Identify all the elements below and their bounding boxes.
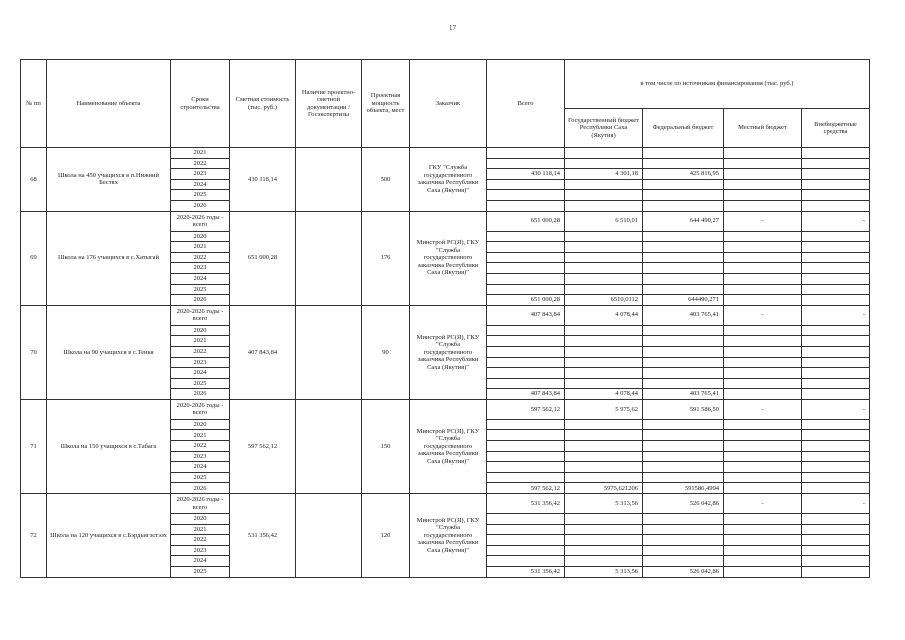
local-budget-cell	[724, 346, 802, 357]
year-cell: 2022	[171, 346, 230, 357]
year-cell: 2024	[171, 368, 230, 379]
local-budget-cell	[724, 325, 802, 336]
extra-budget-cell	[802, 200, 870, 211]
federal-budget-cell	[643, 252, 724, 263]
extra-budget-cell	[802, 190, 870, 201]
total-cell	[487, 158, 565, 169]
local-budget-cell: -	[724, 399, 802, 419]
total-cell	[487, 556, 565, 567]
state-budget-cell: 5975,621206	[565, 483, 643, 494]
total-cell	[487, 514, 565, 525]
year-cell: 2022	[171, 252, 230, 263]
state-budget-cell: 6510,0112	[565, 295, 643, 306]
extra-budget-cell	[802, 295, 870, 306]
object-docs	[296, 211, 362, 305]
local-budget-cell	[724, 158, 802, 169]
object-number: 72	[21, 494, 47, 578]
year-cell: 2025	[171, 472, 230, 483]
local-budget-cell	[724, 389, 802, 400]
local-budget-cell	[724, 284, 802, 295]
state-budget-cell	[565, 231, 643, 242]
total-cell: 651 000,28	[487, 295, 565, 306]
header-sources: в том числе по источникам финансирования (тыс. руб.)	[565, 60, 870, 109]
state-budget-cell	[565, 514, 643, 525]
object-cost: 430 118,14	[230, 148, 296, 212]
total-cell	[487, 419, 565, 430]
object-capacity: 120	[362, 494, 410, 578]
total-cell: 531 356,42	[487, 567, 565, 578]
state-budget-cell	[565, 556, 643, 567]
extra-budget-cell	[802, 567, 870, 578]
total-cell	[487, 368, 565, 379]
extra-budget-cell	[802, 346, 870, 357]
extra-budget-cell	[802, 483, 870, 494]
local-budget-cell	[724, 451, 802, 462]
extra-budget-cell	[802, 263, 870, 274]
local-budget-cell	[724, 368, 802, 379]
local-budget-cell	[724, 179, 802, 190]
object-customer: Минстрой РС(Я), ГКУ "Служба государственного заказчика Республики Саха (Якутия)"	[410, 494, 487, 578]
extra-budget-cell	[802, 462, 870, 473]
extra-budget-cell	[802, 524, 870, 535]
object-cost: 531 356,42	[230, 494, 296, 578]
federal-budget-cell	[643, 430, 724, 441]
header-local: Местный бюджет	[724, 109, 802, 148]
extra-budget-cell	[802, 545, 870, 556]
total-cell	[487, 357, 565, 368]
federal-budget-cell: 526 042,86	[643, 567, 724, 578]
year-cell: 2021	[171, 242, 230, 253]
federal-budget-cell	[643, 524, 724, 535]
year-cell: 2020	[171, 325, 230, 336]
extra-budget-cell	[802, 430, 870, 441]
extra-budget-cell	[802, 148, 870, 159]
total-cell	[487, 524, 565, 535]
page-number: 17	[449, 24, 456, 32]
extra-budget-cell	[802, 357, 870, 368]
total-cell	[487, 190, 565, 201]
object-capacity: 176	[362, 211, 410, 305]
extra-budget-cell	[802, 472, 870, 483]
federal-budget-cell	[643, 284, 724, 295]
table-row	[21, 399, 870, 419]
total-cell	[487, 441, 565, 452]
local-budget-cell	[724, 472, 802, 483]
local-budget-cell: -	[724, 494, 802, 514]
extra-budget-cell	[802, 169, 870, 180]
extra-budget-cell: -	[802, 494, 870, 514]
year-cell: 2024	[171, 556, 230, 567]
federal-budget-cell	[643, 514, 724, 525]
object-number: 71	[21, 399, 47, 493]
header-capacity: Проектная мощность объекта, мест	[362, 60, 410, 148]
local-budget-cell	[724, 169, 802, 180]
federal-budget-cell	[643, 200, 724, 211]
local-budget-cell	[724, 483, 802, 494]
object-name: Школа на 120 учащихся в с.Бэрдьигэстээх	[47, 494, 171, 578]
year-cell: 2021	[171, 336, 230, 347]
federal-budget-cell	[643, 190, 724, 201]
state-budget-cell: 6 510,01	[565, 211, 643, 231]
federal-budget-cell	[643, 378, 724, 389]
year-cell: 2025	[171, 378, 230, 389]
federal-budget-cell	[643, 158, 724, 169]
year-cell: 2020-2026 годы - всего	[171, 494, 230, 514]
state-budget-cell	[565, 325, 643, 336]
state-budget-cell	[565, 252, 643, 263]
local-budget-cell: -	[724, 305, 802, 325]
header-name: Наименование объекта	[47, 60, 171, 148]
year-cell: 2020	[171, 231, 230, 242]
federal-budget-cell	[643, 336, 724, 347]
object-number: 70	[21, 305, 47, 399]
year-cell: 2020	[171, 419, 230, 430]
state-budget-cell: 4 301,18	[565, 169, 643, 180]
state-budget-cell	[565, 273, 643, 284]
state-budget-cell	[565, 535, 643, 546]
federal-budget-cell	[643, 419, 724, 430]
year-cell: 2024	[171, 462, 230, 473]
state-budget-cell	[565, 200, 643, 211]
extra-budget-cell	[802, 389, 870, 400]
state-budget-cell	[565, 179, 643, 190]
extra-budget-cell	[802, 336, 870, 347]
object-capacity: 90	[362, 305, 410, 399]
extra-budget-cell	[802, 441, 870, 452]
total-cell	[487, 148, 565, 159]
object-name: Школа на 90 учащихся в с.Тенкя	[47, 305, 171, 399]
table-row	[21, 148, 870, 159]
object-docs	[296, 399, 362, 493]
state-budget-cell	[565, 451, 643, 462]
state-budget-cell: 4 078,44	[565, 305, 643, 325]
year-cell: 2024	[171, 273, 230, 284]
state-budget-cell	[565, 357, 643, 368]
object-number: 69	[21, 211, 47, 305]
object-name: Школа на 176 учащихся в с.Хатыгай	[47, 211, 171, 305]
state-budget-cell	[565, 441, 643, 452]
object-name: Школа на 450 учащихся в п.Нижний Бестях	[47, 148, 171, 212]
local-budget-cell	[724, 419, 802, 430]
extra-budget-cell	[802, 242, 870, 253]
federal-budget-cell: 403 765,41	[643, 305, 724, 325]
total-cell	[487, 242, 565, 253]
state-budget-cell: 4 078,44	[565, 389, 643, 400]
year-cell: 2023	[171, 451, 230, 462]
extra-budget-cell	[802, 451, 870, 462]
year-cell: 2025	[171, 284, 230, 295]
local-budget-cell	[724, 242, 802, 253]
year-cell: 2026	[171, 200, 230, 211]
year-cell: 2020-2026 годы - всего	[171, 305, 230, 325]
year-cell: 2026	[171, 389, 230, 400]
federal-budget-cell	[643, 535, 724, 546]
state-budget-cell	[565, 462, 643, 473]
state-budget-cell	[565, 419, 643, 430]
object-customer: Минстрой РС(Я), ГКУ "Служба государственного заказчика Республики Саха (Якутия)"	[410, 399, 487, 493]
federal-budget-cell	[643, 263, 724, 274]
header-state: Государственный бюджет Республики Саха (Якутия)	[565, 109, 643, 148]
extra-budget-cell	[802, 535, 870, 546]
federal-budget-cell	[643, 462, 724, 473]
local-budget-cell	[724, 357, 802, 368]
total-cell: 407 843,84	[487, 389, 565, 400]
extra-budget-cell	[802, 231, 870, 242]
total-cell	[487, 325, 565, 336]
federal-budget-cell	[643, 179, 724, 190]
local-budget-cell	[724, 556, 802, 567]
year-cell: 2025	[171, 567, 230, 578]
local-budget-cell	[724, 148, 802, 159]
total-cell	[487, 263, 565, 274]
header-extra: Внебюджетные средства	[802, 109, 870, 148]
federal-budget-cell	[643, 148, 724, 159]
total-cell	[487, 535, 565, 546]
total-cell	[487, 252, 565, 263]
extra-budget-cell	[802, 419, 870, 430]
federal-budget-cell	[643, 273, 724, 284]
federal-budget-cell: 591 586,50	[643, 399, 724, 419]
local-budget-cell	[724, 200, 802, 211]
year-cell: 2026	[171, 483, 230, 494]
extra-budget-cell	[802, 514, 870, 525]
total-cell	[487, 336, 565, 347]
header-docs: Наличие проектно-сметной документации /Госэкспертизы	[296, 60, 362, 148]
state-budget-cell: 5 313,56	[565, 567, 643, 578]
extra-budget-cell	[802, 252, 870, 263]
local-budget-cell	[724, 252, 802, 263]
object-customer: ГКУ "Служба государственного заказчика Республики Саха (Якутия)"	[410, 148, 487, 212]
federal-budget-cell	[643, 556, 724, 567]
year-cell: 2023	[171, 545, 230, 556]
total-cell	[487, 231, 565, 242]
year-cell: 2023	[171, 263, 230, 274]
object-docs	[296, 305, 362, 399]
total-cell: 407 843,84	[487, 305, 565, 325]
total-cell	[487, 273, 565, 284]
federal-budget-cell	[643, 242, 724, 253]
federal-budget-cell: 425 816,95	[643, 169, 724, 180]
total-cell	[487, 430, 565, 441]
state-budget-cell	[565, 263, 643, 274]
year-cell: 2023	[171, 357, 230, 368]
federal-budget-cell	[643, 441, 724, 452]
total-cell: 430 118,14	[487, 169, 565, 180]
year-cell: 2026	[171, 295, 230, 306]
local-budget-cell	[724, 545, 802, 556]
table-row	[21, 494, 870, 514]
total-cell	[487, 179, 565, 190]
object-capacity: 150	[362, 399, 410, 493]
state-budget-cell	[565, 158, 643, 169]
state-budget-cell	[565, 472, 643, 483]
total-cell	[487, 284, 565, 295]
state-budget-cell: 5 313,56	[565, 494, 643, 514]
state-budget-cell	[565, 430, 643, 441]
state-budget-cell: 5 975,62	[565, 399, 643, 419]
local-budget-cell	[724, 273, 802, 284]
state-budget-cell	[565, 284, 643, 295]
federal-budget-cell: 526 042,86	[643, 494, 724, 514]
header-cost: Сметная стоимость (тыс. руб.)	[230, 60, 296, 148]
object-capacity: 500	[362, 148, 410, 212]
year-cell: 2022	[171, 441, 230, 452]
extra-budget-cell	[802, 378, 870, 389]
state-budget-cell	[565, 378, 643, 389]
state-budget-cell	[565, 346, 643, 357]
year-cell: 2022	[171, 535, 230, 546]
local-budget-cell	[724, 190, 802, 201]
local-budget-cell	[724, 462, 802, 473]
local-budget-cell	[724, 441, 802, 452]
federal-budget-cell	[643, 472, 724, 483]
total-cell	[487, 200, 565, 211]
year-cell: 2021	[171, 524, 230, 535]
object-cost: 651 000,28	[230, 211, 296, 305]
federal-budget-cell	[643, 346, 724, 357]
extra-budget-cell: -	[802, 305, 870, 325]
state-budget-cell	[565, 368, 643, 379]
state-budget-cell	[565, 148, 643, 159]
federal-budget-cell: 644490,271	[643, 295, 724, 306]
federal-budget-cell	[643, 231, 724, 242]
total-cell	[487, 462, 565, 473]
local-budget-cell	[724, 295, 802, 306]
total-cell: 597 562,12	[487, 483, 565, 494]
federal-budget-cell: 591586,4994	[643, 483, 724, 494]
object-cost: 407 843,84	[230, 305, 296, 399]
total-cell	[487, 378, 565, 389]
extra-budget-cell	[802, 273, 870, 284]
state-budget-cell	[565, 336, 643, 347]
federal-budget-cell: 644 490,27	[643, 211, 724, 231]
year-cell: 2020-2026 годы - всего	[171, 211, 230, 231]
year-cell: 2021	[171, 430, 230, 441]
extra-budget-cell	[802, 284, 870, 295]
year-cell: 2020-2026 годы - всего	[171, 399, 230, 419]
year-cell: 2024	[171, 179, 230, 190]
local-budget-cell	[724, 378, 802, 389]
local-budget-cell	[724, 535, 802, 546]
state-budget-cell	[565, 524, 643, 535]
object-docs	[296, 494, 362, 578]
federal-budget-cell	[643, 451, 724, 462]
federal-budget-cell: 403 765,41	[643, 389, 724, 400]
total-cell: 531 356,42	[487, 494, 565, 514]
federal-budget-cell	[643, 325, 724, 336]
local-budget-cell	[724, 231, 802, 242]
local-budget-cell	[724, 430, 802, 441]
extra-budget-cell	[802, 179, 870, 190]
total-cell: 597 562,12	[487, 399, 565, 419]
object-number: 68	[21, 148, 47, 212]
local-budget-cell	[724, 567, 802, 578]
year-cell: 2021	[171, 148, 230, 159]
table-row	[21, 211, 870, 231]
year-cell: 2022	[171, 158, 230, 169]
extra-budget-cell: -	[802, 399, 870, 419]
year-cell: 2020	[171, 514, 230, 525]
extra-budget-cell	[802, 556, 870, 567]
local-budget-cell	[724, 263, 802, 274]
state-budget-cell	[565, 190, 643, 201]
financing-table	[20, 59, 870, 578]
total-cell	[487, 545, 565, 556]
federal-budget-cell	[643, 357, 724, 368]
local-budget-cell	[724, 524, 802, 535]
federal-budget-cell	[643, 368, 724, 379]
extra-budget-cell	[802, 158, 870, 169]
table-row	[21, 305, 870, 325]
year-cell: 2025	[171, 190, 230, 201]
table-body	[21, 148, 870, 578]
header-federal: Федеральный бюджет	[643, 109, 724, 148]
total-cell	[487, 451, 565, 462]
total-cell: 651 000,28	[487, 211, 565, 231]
year-cell: 2023	[171, 169, 230, 180]
state-budget-cell	[565, 242, 643, 253]
local-budget-cell: -	[724, 211, 802, 231]
object-docs	[296, 148, 362, 212]
local-budget-cell	[724, 514, 802, 525]
header-terms: Сроки строительства	[171, 60, 230, 148]
header-customer: Заказчик	[410, 60, 487, 148]
extra-budget-cell: -	[802, 211, 870, 231]
object-customer: Минстрой РС(Я), ГКУ "Служба государственного заказчика Республики Саха (Якутия)"	[410, 305, 487, 399]
local-budget-cell	[724, 336, 802, 347]
extra-budget-cell	[802, 368, 870, 379]
object-customer: Минстрой РС(Я), ГКУ "Служба государственного заказчика Республики Саха (Якутия)"	[410, 211, 487, 305]
object-name: Школа на 150 учащихся в с.Табага	[47, 399, 171, 493]
extra-budget-cell	[802, 325, 870, 336]
total-cell	[487, 472, 565, 483]
header-total: Всего	[487, 60, 565, 148]
federal-budget-cell	[643, 545, 724, 556]
state-budget-cell	[565, 545, 643, 556]
total-cell	[487, 346, 565, 357]
header-num: № пп	[21, 60, 47, 148]
object-cost: 597 562,12	[230, 399, 296, 493]
